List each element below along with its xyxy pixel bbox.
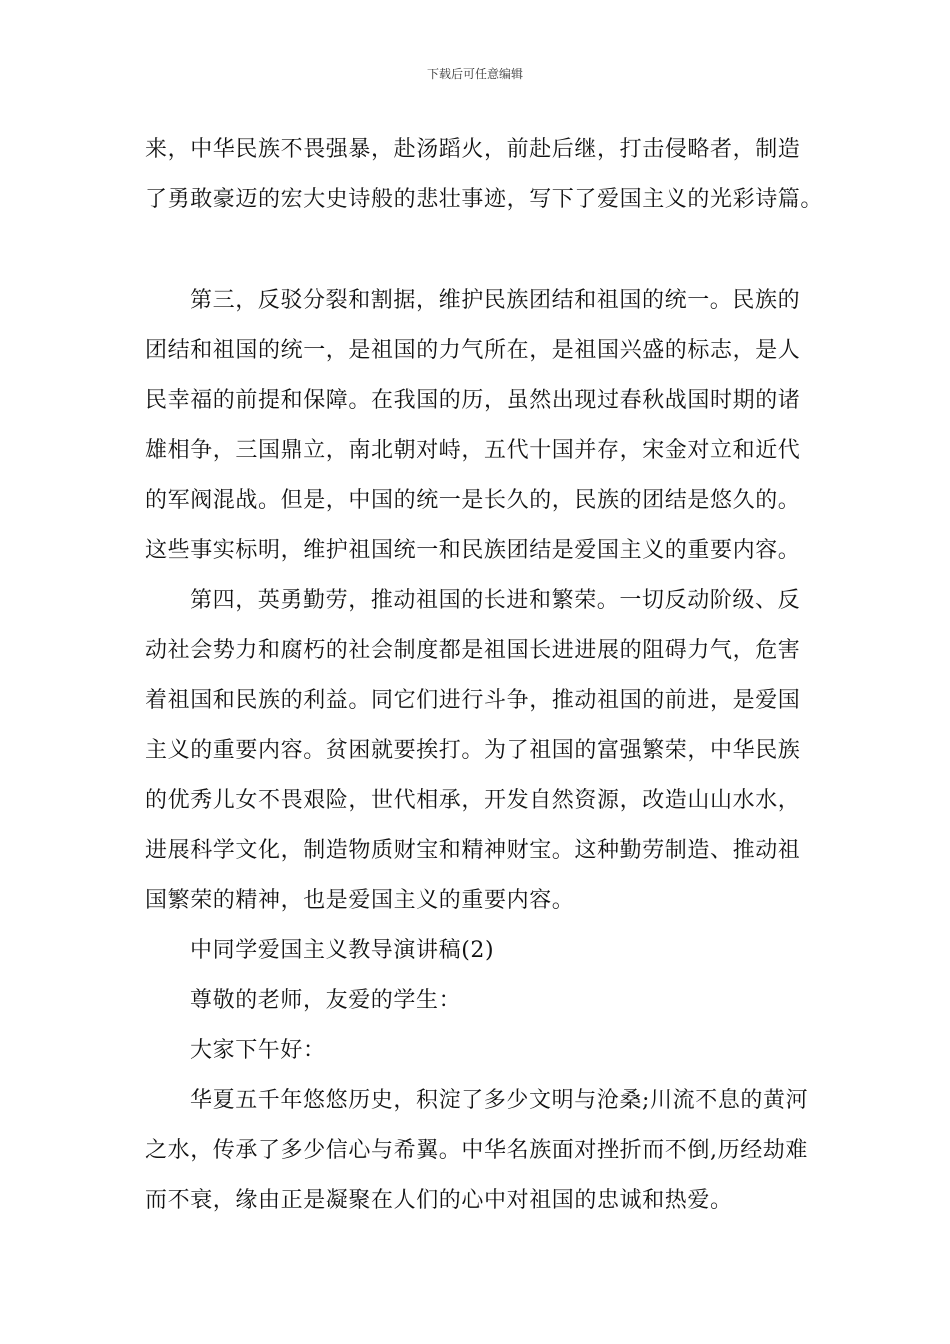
body-line: 的军阀混战。但是，中国的统一是长久的，民族的团结是悠久的。	[145, 488, 801, 513]
page-header: 下载后可任意编辑	[426, 67, 523, 81]
paragraph-start-line: 第四，英勇勤劳，推动祖国的长进和繁荣。一切反动阶级、反	[190, 588, 801, 613]
paragraph-start-line: 第三，反驳分裂和割据，维护民族团结和祖国的统一。民族的	[190, 288, 801, 313]
body-line: 民幸福的前提和保障。在我国的历，虽然出现过春秋战国时期的诸	[145, 388, 801, 413]
body-line: 国繁荣的精神，也是爱国主义的重要内容。	[145, 888, 575, 913]
body-line: 团结和祖国的统一，是祖国的力气所在，是祖国兴盛的标志，是人	[145, 338, 801, 363]
body-line: 来，中华民族不畏强暴，赴汤蹈火，前赴后继，打击侵略者，制造	[145, 137, 801, 162]
body-line: 而不衰，缘由正是凝聚在人们的心中对祖国的忠诚和热爱。	[145, 1188, 733, 1213]
greeting-line: 大家下午好：	[190, 1038, 326, 1063]
body-line: 了勇敢豪迈的宏大史诗般的悲壮事迹，写下了爱国主义的光彩诗篇。	[145, 187, 824, 212]
body-line: 这些事实标明，维护祖国统一和民族团结是爱国主义的重要内容。	[145, 538, 801, 563]
body-line: 之水，传承了多少信心与希翼。中华名族面对挫折而不倒,历经劫难	[145, 1138, 808, 1163]
body-line: 进展科学文化，制造物质财宝和精神财宝。这种勤劳制造、推动祖	[145, 838, 801, 863]
salutation-line: 尊敬的老师，友爱的学生：	[190, 988, 462, 1013]
speech-title: 中同学爱国主义教导演讲稿(2)	[190, 938, 495, 963]
body-line: 的优秀儿女不畏艰险，世代相承，开发自然资源，改造山山水水，	[145, 788, 801, 813]
body-line: 着祖国和民族的利益。同它们进行斗争，推动祖国的前进，是爱国	[145, 688, 801, 713]
paragraph-start-line: 华夏五千年悠悠历史，积淀了多少文明与沧桑;川流不息的黄河	[190, 1088, 809, 1113]
body-line: 主义的重要内容。贫困就要挨打。为了祖国的富强繁荣，中华民族	[145, 738, 801, 763]
body-line: 动社会势力和腐朽的社会制度都是祖国长进进展的阻碍力气，危害	[145, 638, 801, 663]
body-line: 雄相争，三国鼎立，南北朝对峙，五代十国并存，宋金对立和近代	[145, 438, 801, 463]
